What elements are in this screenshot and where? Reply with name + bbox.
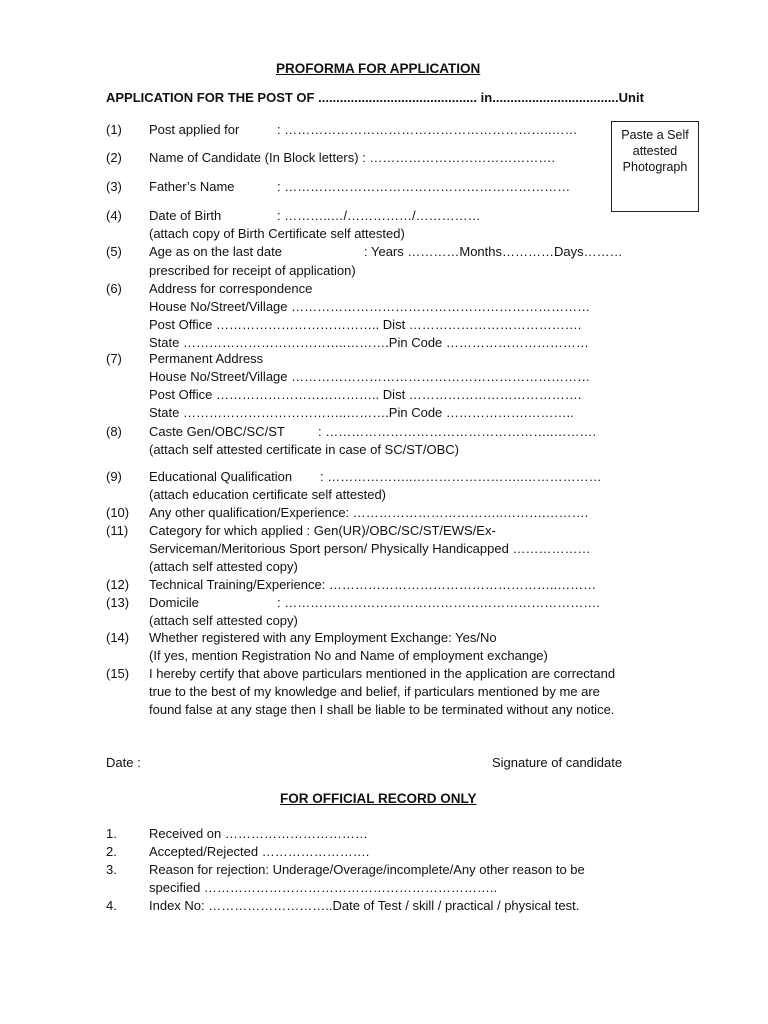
item-10-number: (10) xyxy=(106,505,130,520)
signature-label: Signature of candidate xyxy=(492,755,623,770)
item-3-number: (3) xyxy=(106,179,122,194)
item-4-note: (attach copy of Birth Certificate self attested) xyxy=(149,226,405,241)
item-13-label: Domicile xyxy=(149,595,199,610)
category-field: Serviceman/Meritorious Sport person/ Physically Handicapped ……………… xyxy=(149,541,591,556)
fathers-name-field: : ………………………………………………………… xyxy=(277,179,571,194)
item-9-label: Educational Qualification xyxy=(149,469,293,484)
item-8-label: Caste Gen/OBC/SC/ST xyxy=(149,424,285,439)
post-line-dots-post: ............................................ xyxy=(318,90,478,105)
post-line-prefix: APPLICATION FOR THE POST OF xyxy=(106,90,315,105)
item-11-number: (11) xyxy=(106,523,129,538)
domicile-field: : ………………………………………………………………. xyxy=(277,595,600,610)
correspondence-state-field: State ………………………………..……….Pin Code …………………………… xyxy=(149,335,589,350)
date-label: Date : xyxy=(106,755,141,770)
item-1-number: (1) xyxy=(106,122,122,137)
permanent-post-office-field: Post Office ……………………………….. Dist …………………………………. xyxy=(149,387,582,402)
index-no-field: Index No: ………………………..Date of Test / skill / practical / physical test. xyxy=(149,898,580,913)
post-applied-field: : ……………………………………………………..…… xyxy=(277,122,578,137)
record-2-number: 2. xyxy=(106,844,117,859)
photo-box-line-2: attested xyxy=(632,144,678,158)
item-9-note: (attach education certificate self attested) xyxy=(149,487,387,502)
candidate-name-field: Name of Candidate (In Block letters) : ……………………………………. xyxy=(149,150,555,165)
employment-exchange-question: Whether registered with any Employment Exchange: Yes/No xyxy=(149,630,497,645)
item-15-number: (15) xyxy=(106,666,130,681)
age-field: : Years …………Months…………Days……… xyxy=(364,244,623,259)
item-2-number: (2) xyxy=(106,150,122,165)
declaration-line-2: true to the best of my knowledge and belief, if particulars mentioned by me are xyxy=(149,684,600,699)
form-title: PROFORMA FOR APPLICATION xyxy=(276,61,481,76)
qualification-field: : ………………..……………………..……………… xyxy=(320,469,602,484)
item-5-number: (5) xyxy=(106,244,122,259)
item-14-note: (If yes, mention Registration No and Name of employment exchange) xyxy=(149,648,548,663)
item-5-label: Age as on the last date xyxy=(149,244,282,259)
caste-field: : ……………………………………………..………. xyxy=(318,424,597,439)
rejection-reason-field: specified ………………………………………………………….. xyxy=(149,880,498,895)
item-8-note: (attach self attested certificate in case of SC/ST/OBC) xyxy=(149,442,459,457)
date-of-birth-field: : ………..…/……………/…………… xyxy=(277,208,481,223)
item-7-number: (7) xyxy=(106,351,122,366)
item-11-note: (attach self attested copy) xyxy=(149,559,298,574)
item-1-label: Post applied for xyxy=(149,122,240,137)
item-5-note: prescribed for receipt of application) xyxy=(149,263,356,278)
item-11-label: Category for which applied : Gen(UR)/OBC/SC/ST/EWS/Ex- xyxy=(149,523,496,538)
record-1-number: 1. xyxy=(106,826,117,841)
item-6-label: Address for correspondence xyxy=(149,281,313,296)
record-3-number: 3. xyxy=(106,862,117,877)
post-line-in: in xyxy=(480,90,493,105)
item-12-number: (12) xyxy=(106,577,130,592)
post-line-dots-unit: ................................... xyxy=(492,90,619,105)
declaration-line-3: found false at any stage then I shall be liable to be terminated without any notice. xyxy=(149,702,615,717)
accepted-rejected-field: Accepted/Rejected ……………………. xyxy=(149,844,370,859)
photo-box-line-1: Paste a Self xyxy=(621,128,689,142)
photo-box-line-3: Photograph xyxy=(622,160,688,174)
received-on-field: Received on …………………………… xyxy=(149,826,368,841)
post-line-unit: Unit xyxy=(618,90,644,105)
post-line xyxy=(106,89,644,106)
item-8-number: (8) xyxy=(106,424,122,439)
item-13-number: (13) xyxy=(106,595,130,610)
rejection-reason-label: Reason for rejection: Underage/Overage/incomplete/Any other reason to be xyxy=(149,862,585,877)
correspondence-post-office-field: Post Office ……………………………….. Dist …………………………………. xyxy=(149,317,582,332)
item-13-note: (attach self attested copy) xyxy=(149,613,298,628)
item-7-label: Permanent Address xyxy=(149,351,264,366)
item-4-number: (4) xyxy=(106,208,122,223)
official-record-title: FOR OFFICIAL RECORD ONLY xyxy=(280,791,477,806)
permanent-state-field: State ………………………………..……….Pin Code ……………….……….. xyxy=(149,405,574,420)
photo-box xyxy=(611,121,699,212)
declaration-line-1: I hereby certify that above particulars mentioned in the application are correctand xyxy=(149,666,616,681)
other-qualification-field: Any other qualification/Experience: ……………………………..……….………. xyxy=(149,505,589,520)
permanent-house-field: House No/Street/Village …………………………………………………………… xyxy=(149,369,591,384)
technical-training-field: Technical Training/Experience: ……………………………………………..……… xyxy=(149,577,597,592)
correspondence-house-field: House No/Street/Village …………………………………………………………… xyxy=(149,299,591,314)
item-3-label: Father’s Name xyxy=(149,179,235,194)
item-4-label: Date of Birth xyxy=(149,208,222,223)
item-6-number: (6) xyxy=(106,281,122,296)
item-14-number: (14) xyxy=(106,630,130,645)
item-9-number: (9) xyxy=(106,469,122,484)
record-4-number: 4. xyxy=(106,898,117,913)
